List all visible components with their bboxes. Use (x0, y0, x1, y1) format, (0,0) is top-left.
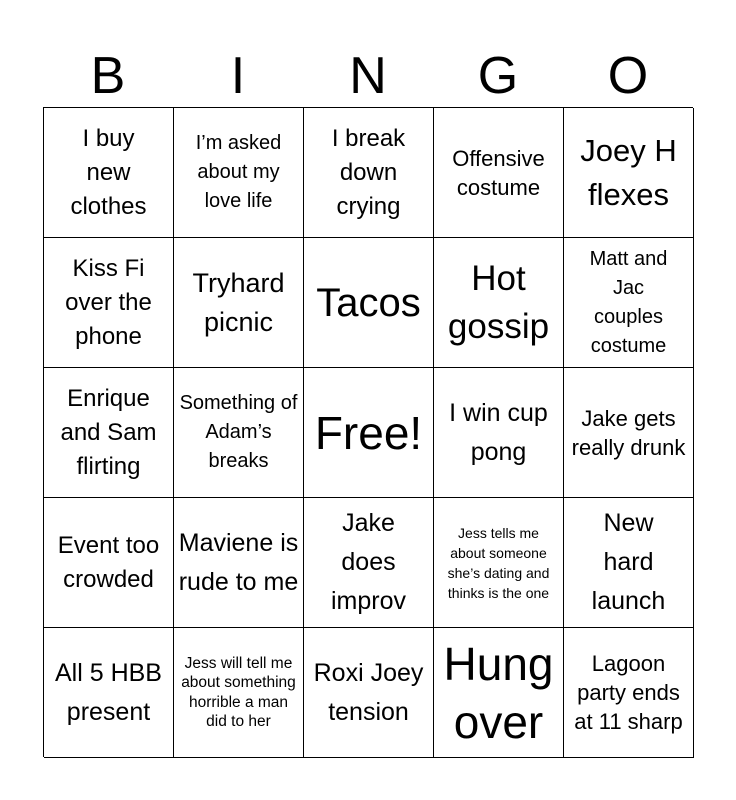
bingo-grid (43, 107, 693, 757)
bingo-cell[interactable] (564, 108, 694, 238)
cell-text: I buy new clothes (70, 124, 147, 220)
cell-text: I break down crying (331, 124, 406, 220)
cell-text: Jess will tell me about something horrible a man did to her (181, 654, 296, 730)
header-letter-i: I (230, 47, 246, 105)
bingo-cell[interactable] (434, 108, 564, 238)
cell-text: Maviene is rude to me (178, 528, 299, 596)
cell-text: Hung over (443, 637, 554, 748)
cell-text: Lagoon party ends at 11 sharp (574, 651, 683, 734)
header-letter-n: N (349, 47, 387, 105)
bingo-cell[interactable] (174, 368, 304, 498)
bingo-cell[interactable] (434, 238, 564, 368)
cell-text: Jake gets really drunk (571, 405, 686, 460)
bingo-cell[interactable] (304, 628, 434, 758)
cell-text: New hard launch (591, 509, 666, 615)
cell-text: Hot gossip (447, 258, 550, 346)
bingo-cell[interactable] (44, 368, 174, 498)
cell-text: Enrique and Sam flirting (60, 384, 157, 480)
bingo-cell[interactable] (564, 238, 694, 368)
bingo-cell[interactable] (434, 628, 564, 758)
bingo-cell[interactable] (564, 498, 694, 628)
cell-text: I’m asked about my love life (195, 132, 282, 212)
cell-text: I win cup pong (449, 398, 548, 466)
bingo-cell[interactable] (174, 238, 304, 368)
bingo-cell[interactable] (174, 108, 304, 238)
cell-text: Free! (314, 406, 423, 459)
cell-text: Roxi Joey tension (313, 658, 424, 726)
cell-text: Kiss Fi over the phone (65, 254, 152, 350)
cell-text: Jake does improv (330, 509, 406, 615)
cell-text: Jess tells me about someone she’s dating and thinks is the one (447, 524, 550, 601)
bingo-cell[interactable] (304, 368, 434, 498)
bingo-cell[interactable] (564, 368, 694, 498)
cell-text: Joey H flexes (580, 132, 677, 212)
cell-text: Offensive costume (452, 145, 545, 200)
bingo-cell[interactable] (434, 498, 564, 628)
cell-text: All 5 HBB present (55, 658, 162, 726)
bingo-cell[interactable] (434, 368, 564, 498)
bingo-cell[interactable] (304, 238, 434, 368)
bingo-cell[interactable] (304, 108, 434, 238)
cell-text: Tacos (316, 280, 421, 325)
bingo-cell[interactable] (304, 498, 434, 628)
header-letter-b: B (90, 47, 126, 105)
cell-text: Something of Adam’s breaks (179, 392, 298, 472)
header-letter-g: G (477, 47, 519, 105)
cell-text: Event too crowded (57, 531, 160, 593)
header-letter-o: O (607, 47, 649, 105)
bingo-cell[interactable] (174, 628, 304, 758)
bingo-cell[interactable] (44, 628, 174, 758)
bingo-cell[interactable] (44, 498, 174, 628)
bingo-cell[interactable] (174, 498, 304, 628)
bingo-cell[interactable] (44, 238, 174, 368)
bingo-cell[interactable] (564, 628, 694, 758)
cell-text: Matt and Jac couples costume (589, 247, 668, 357)
bingo-header (43, 46, 693, 106)
bingo-cell[interactable] (44, 108, 174, 238)
cell-text: Tryhard picnic (192, 267, 285, 337)
